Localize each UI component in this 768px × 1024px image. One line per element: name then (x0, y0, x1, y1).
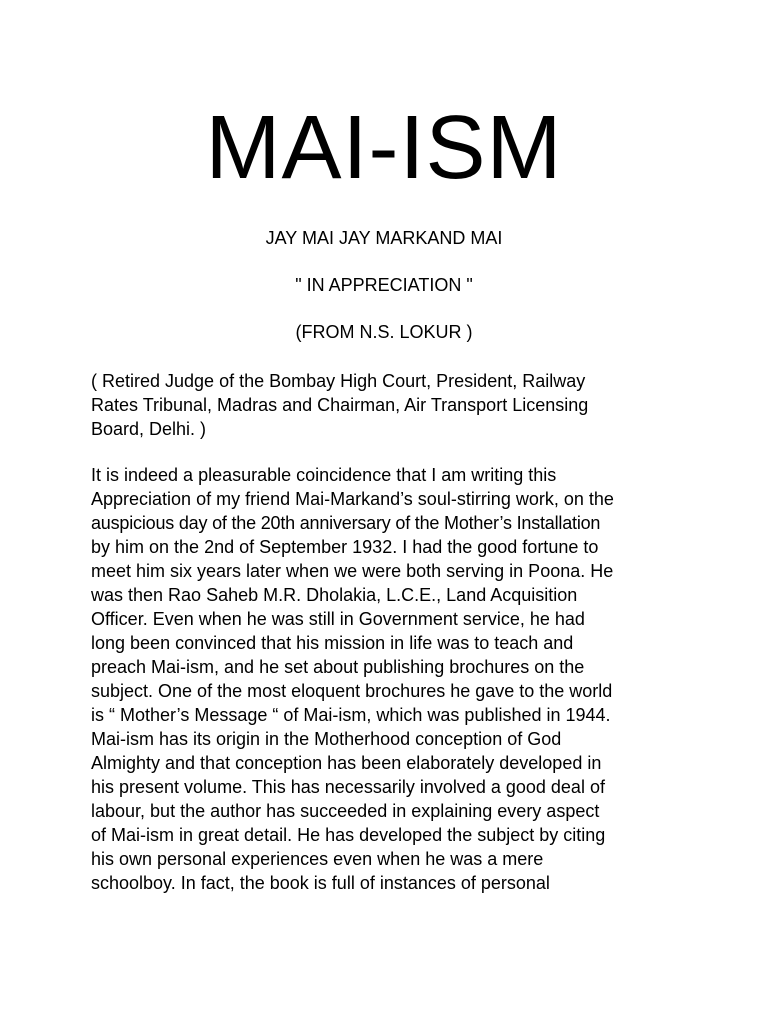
paragraph-line: Appreciation of my friend Mai-Markand’s soul-stirring work, on the (91, 489, 614, 509)
paragraph-line: Mai-ism has its origin in the Motherhood conception of God (91, 729, 562, 749)
body-paragraph (91, 463, 691, 895)
paragraph-line: long been convinced that his mission in life was to teach and (91, 633, 574, 653)
paragraph-line: Officer. Even when he was still in Government service, he had (91, 609, 585, 629)
paragraph-line: labour, but the author has succeeded in explaining every aspect (91, 801, 600, 821)
paragraph-line: Almighty and that conception has been elaborately developed in (91, 753, 602, 773)
paragraph-line: of Mai-ism in great detail. He has developed the subject by citing (91, 825, 606, 845)
credentials-line: Board, Delhi. ) (91, 419, 207, 439)
paragraph-line: meet him six years later when we were both serving in Poona. He (91, 561, 614, 581)
paragraph-line: schoolboy. In fact, the book is full of instances of personal (91, 873, 550, 893)
paragraph-line: preach Mai-ism, and he set about publishing brochures on the (91, 657, 585, 677)
credentials-line: ( Retired Judge of the Bombay High Court, President, Railway (91, 371, 586, 391)
paragraph-line: was then Rao Saheb M.R. Dholakia, L.C.E., Land Acquisition (91, 585, 578, 605)
paragraph-line: his present volume. This has necessarily involved a good deal of (91, 777, 605, 797)
author-credentials (91, 369, 691, 441)
paragraph-line: It is indeed a pleasurable coincidence that I am writing this (91, 465, 557, 485)
page-title: MAI-ISM (205, 98, 563, 198)
paragraph-line: subject. One of the most eloquent brochures he gave to the world (91, 681, 613, 701)
credentials-line: Rates Tribunal, Madras and Chairman, Air Transport Licensing (91, 395, 589, 415)
paragraph-line: his own personal experiences even when he was a mere (91, 849, 544, 869)
subtitle: JAY MAI JAY MARKAND MAI (265, 228, 503, 248)
paragraph-line: by him on the 2nd of September 1932. I had the good fortune to (91, 537, 599, 557)
author-attribution: (FROM N.S. LOKUR ) (295, 322, 473, 342)
paragraph-line: is “ Mother’s Message “ of Mai-ism, which was published in 1944. (91, 705, 611, 725)
paragraph-line: auspicious day of the 20th anniversary of the Mother’s Installation (91, 513, 601, 533)
appreciation-heading: " IN APPRECIATION " (295, 275, 473, 295)
